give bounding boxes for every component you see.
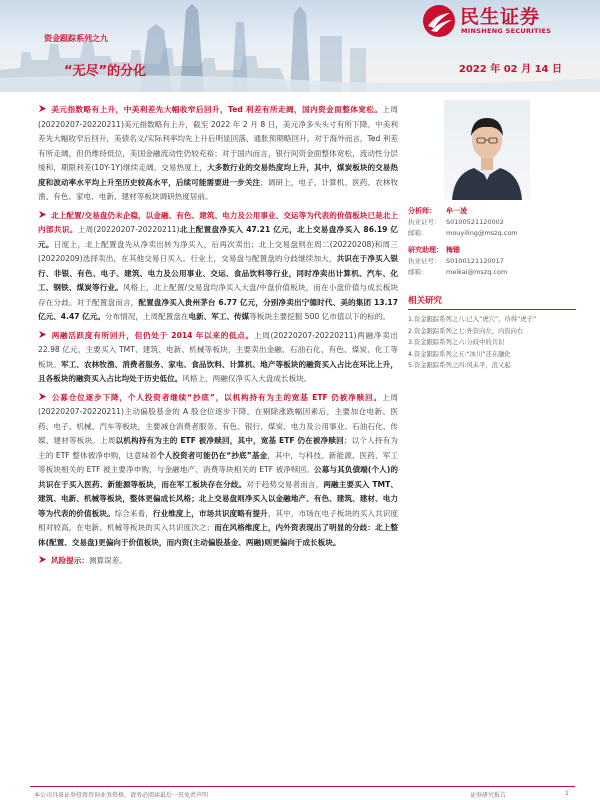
report-date: 2022 年 02 月 14 日 xyxy=(458,64,562,75)
paragraph-text-run: 公募仓位逐步下降，个人投资者继续“抄底”，以机构持有为主的宽基 ETF 仍被净赎回。 xyxy=(51,392,382,402)
paragraph-text-run: ，其中，市场在电子板块的买入共识度相对较高，在电新、机械等板块的买入共识度次之； xyxy=(38,508,399,532)
email-label: 邮箱： xyxy=(408,268,428,276)
related-research-item[interactable]: 3.资金跟踪系列之六:分歧中的共识 xyxy=(408,339,505,347)
bullet-arrow-icon xyxy=(38,210,47,219)
bullet-arrow-icon xyxy=(38,392,47,401)
paragraph-text-run: 日度上，北上配置盘先从净卖出转为净买入，后再次卖出；北上交易盘则在周二(20220208)和周三(20220209)选择卖出，在其他交易日买入。行业上，交易盘与配置盘的分歧继续加大， xyxy=(38,239,399,263)
paragraph-northbound xyxy=(38,209,398,325)
related-research-item[interactable]: 4.资金跟踪系列之五:“冰川”还在融化 xyxy=(408,350,511,358)
footer-divider xyxy=(30,786,575,787)
email-label: 邮箱： xyxy=(408,229,428,237)
paragraph-text-run: 个人投资者可能仍在“抄底”基金 xyxy=(156,450,268,460)
related-research-item[interactable]: 2.资金跟踪系列之七:外资向左，内资向右 xyxy=(408,327,524,335)
paragraph-text-run: ；调研上，电子、计算机、医药、农林牧渔、有色、家电、电新、建材等板块调研热度居前。 xyxy=(38,177,399,201)
report-title: “无尽”的分化 xyxy=(64,64,147,79)
paragraph-text-run: 行业维度上，市场共识度略有提升 xyxy=(152,508,268,518)
paragraph-text-run: 而在风格维度上，内外资表现出了明显的分歧：北上整体(配置、交易盘)更偏向于价值板块，而内资(主动偏股基金、两融)则更偏向于成长板块。 xyxy=(38,523,399,547)
assistant-email-link[interactable]: meikai@mszq.com xyxy=(446,268,508,276)
paragraph-text-run: 两融主要买入 TMT、建筑、电新、机械等板块，整体更偏成长风格；北上交易盘则净买入以金融地产、有色、建筑、建材、电力等为代表的价值板块。 xyxy=(38,479,399,518)
paragraph-text-run: 对于趋势交易者而言， xyxy=(246,479,324,489)
paragraph-text-run: 风格上，北上配置/交易盘均净买入大盘/中盘价值板块，而在小盘价值与成长板块存在分歧。对于配置盘而言， xyxy=(38,283,398,307)
page-number: 1 xyxy=(565,790,569,797)
assistant-name: 梅锴 xyxy=(446,246,460,254)
logo-mark-icon xyxy=(422,4,456,38)
sidebar xyxy=(408,100,576,372)
paragraph-text-run: 电新、军工、传媒 xyxy=(188,312,250,321)
related-research-title: 相关研究 xyxy=(408,294,576,310)
bullet-arrow-icon xyxy=(38,330,47,339)
related-research-item[interactable]: 5.资金跟踪系列之四:风未平，浪又起 xyxy=(408,362,511,370)
analyst-photo xyxy=(444,100,530,200)
cert-number: S0100121120017 xyxy=(446,257,504,265)
footer-disclaimer: 本公司具备证券投资咨询业务资格，请务必阅读最后一页免责声明 xyxy=(34,792,209,799)
paragraph-text-run: 北上配置盘净买入 47.21 亿元，北上交易盘净买入 86.19 亿元。 xyxy=(38,225,399,249)
bullet-arrow-icon xyxy=(38,555,47,564)
paragraph-funds-etf xyxy=(38,391,398,551)
paragraph-text-run: 两融活跃度有所回升，但仍处于 2014 年以来的低点。 xyxy=(51,330,254,340)
analyst-email-link[interactable]: mouyiling@mszq.com xyxy=(446,229,518,237)
paragraph-text-run: 军工、农林牧渔、消费者服务、家电、食品饮料、计算机、地产等板块的融资买入占比在环比上升，且各板块的融资买入占比均处于历史低位。 xyxy=(38,359,398,383)
cert-label: 执业证号： xyxy=(408,218,441,226)
report-series: 资金跟踪系列之九 xyxy=(44,34,108,43)
footer-doc-type: 证券研究报告 xyxy=(470,792,507,799)
paragraph-text-run: 共识在于净买入银行、非银、有色、电子、建筑、电力及公用事业、交运、食品饮料等行业，同时净卖出计算机、汽车、化工、钢铁、煤炭等行业。 xyxy=(38,254,399,292)
cert-label: 执业证号： xyxy=(408,257,441,265)
logo-english-name: MINSHENG SECURITIES xyxy=(461,27,552,35)
related-research-item[interactable]: 1.资金跟踪系列之八:已入“虎穴”，待得“虎子” xyxy=(408,316,537,323)
report-body xyxy=(38,103,398,573)
analyst-name: 牟一凌 xyxy=(446,207,467,215)
paragraph-text-run: 测算误差。 xyxy=(88,556,127,565)
paragraph-text-run: 风格上，两融仅净买入大盘成长板块。 xyxy=(182,374,312,383)
logo-chinese-name: 民生证券 xyxy=(460,6,541,28)
paragraph-text-run: ；以个人持有为主的 ETF 整体被净申购，这意味着 xyxy=(38,436,399,460)
analyst-info-2 xyxy=(408,245,576,278)
bullet-arrow-icon xyxy=(38,104,47,113)
paragraph-text-run: 以机构持有为主的 ETF 被净赎回，其中，宽基 ETF 仍在被净赎回 xyxy=(115,436,344,445)
paragraph-text-run: 公募与其负债端(个人)的共识在于买入医药、新能源等板块，而在军工板块存在分歧。 xyxy=(38,465,398,489)
paragraph-text-run: 上周(20220207-20220211)两融净卖出 22.98 亿元，主要买入 TMT、建筑、电新、机械等板块，主要卖出金融、石油石化、有色、煤炭、化工等板块。 xyxy=(38,330,399,369)
cert-number: S0100521120002 xyxy=(446,218,504,226)
header-banner xyxy=(0,0,600,92)
paragraph-text-run: 上周(20220207-20220211)美元指数略有上升，截至 2022 年 2 月 8 日，美元净多头头寸有所下降。中美利差先大幅收窄后回升，美债名义/实际利率均先上升后明显回落，通胀预期略回升。对于海外而言，Ted 利差有所走阔，但仍维持低位，美国金融流动性仍较充裕；对于国内而言，银行间资金面整体宽松，流动性分层缓和，期限利差(10Y-1Y)继续走阔。交易热度上， xyxy=(38,105,398,172)
paragraph-text-run: 大多数行业的交易热度均上升，其中，煤炭板块的交易热度和波动率水平均上升至历史较高水平，后续可能需要进一步关注 xyxy=(38,163,398,187)
paragraph-text-run: 风险提示： xyxy=(51,556,89,565)
paragraph-text-run: 综合来看， xyxy=(114,508,153,518)
paragraph-text-run: 等板块主要挖掘 500 亿市值以下的标的。 xyxy=(249,312,391,321)
paragraph-margin-trading xyxy=(38,329,398,387)
paragraph-text-run: 上周(20220207-20220211) xyxy=(77,225,180,234)
paragraph-text-run: 北上配置/交易盘仍未企稳，以金融、有色、建筑、电力及公用事业、交运等为代表的价值板块已是北上内部共识。 xyxy=(38,210,398,234)
related-research-list xyxy=(408,314,576,372)
paragraph-text-run: ，其中，与科技、新能源、医药、军工等板块相关的 ETF 被主要净申购，与金融地产、消费等块相关的 ETF 被净赎回。 xyxy=(38,450,398,474)
paragraph-macro-liquidity xyxy=(38,103,398,205)
company-logo xyxy=(422,2,582,40)
paragraph-text-run: 美元指数略有上升，中美利差先大幅收窄后回升，Ted 利差有所走阔，国内资金面整体宽松。 xyxy=(51,105,383,114)
paragraph-text-run: 分布情况，上周配置盘在 xyxy=(104,312,189,321)
paragraph-risk-warning xyxy=(38,554,398,569)
analyst-info-1 xyxy=(408,206,576,239)
assistant-role-label: 研究助理： xyxy=(408,246,443,254)
analyst-role-label: 分析师： xyxy=(408,207,436,215)
paragraph-text-run: 配置盘净买入贵州茅台 6.77 亿元，分别净卖出宁德时代、美的集团 13.17 亿元、4.47 亿元。 xyxy=(38,297,399,321)
paragraph-text-run: 上周(20220207-20220211)主动偏股基金的 A 股仓位逐步下降，在剔除涨跌幅因素后，主要加仓电新、医药、电子、机械、汽车等板块，主要减仓消费者服务、有色、银行、煤炭、电力及公用事业、石油石化、传媒、建材等板块。上周 xyxy=(38,392,398,445)
